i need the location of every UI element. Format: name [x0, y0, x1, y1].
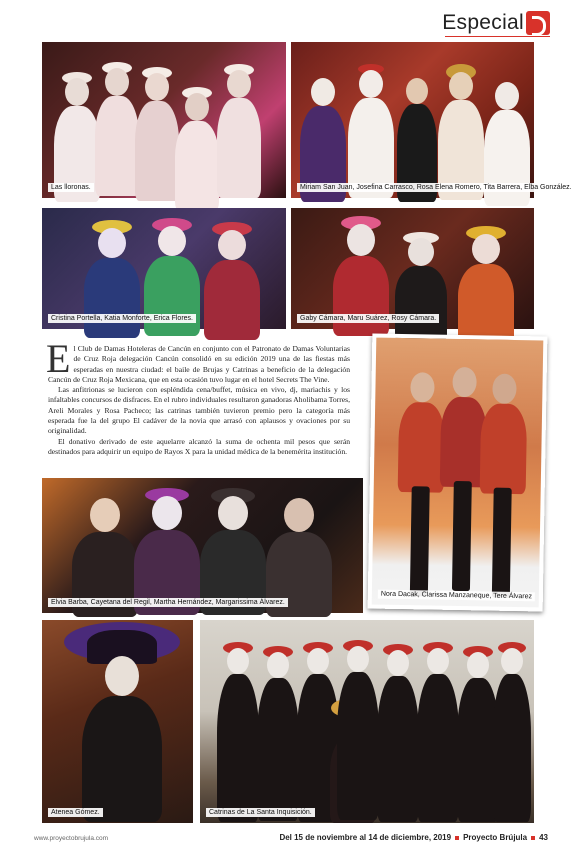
photo-group-catrinas-4	[42, 478, 363, 613]
dropcap: E	[46, 336, 71, 381]
section-title: Especial	[442, 11, 524, 34]
photo-caption: Cristina Portella, Katia Monforte, Erica Flores.	[48, 314, 196, 323]
footer-url: www.proyectobrujula.com	[34, 835, 109, 842]
footer-folio	[279, 833, 548, 842]
photo-caption: Las lloronas.	[48, 183, 94, 192]
photo-atenea-gomez	[42, 620, 193, 823]
article-paragraph: Las anfitrionas se lucieron con espléndida cena/buffet, música en vivo, dj, mariachis y los infaltables concursos de disfraces. En el rubro individuales resultaron ganadoras Aholibama Torres, Areli Morales y Rosa Pacheco; las catrinas también tuvieron premio pero la categoría más esperada fue la del grupo El cadáver de la novia que arrasó con aplausos y ovaciones por su originalidad.	[48, 385, 350, 436]
photo-nora-clarissa-tere	[368, 333, 548, 611]
photo-las-lloronas	[42, 42, 286, 198]
article-paragraph: l Club de Damas Hoteleras de Cancún en conjunto con el Patronato de Damas Voluntarias de Cruz Roja delegación Cancún consolidó en su edición 2019 una de las fiestas más esperadas en nuestra ciudad: el baile de Brujas y Catrinas a beneficio de la delegación Cancún de Cruz Roja Mexicana, que en esta ocasión tuvo lugar en el hotel Secrets The Vine.	[48, 344, 350, 384]
magazine-logo-icon	[526, 11, 550, 35]
photo-group-catrinas-1	[291, 42, 572, 198]
photo-caption: Catrinas de La Santa Inquisición.	[206, 808, 315, 817]
footer-separator-icon	[455, 836, 459, 840]
footer-magazine: Proyecto Brújula	[463, 833, 528, 842]
article-paragraph: El donativo derivado de este aquelarre alcanzó la suma de ochenta mil pesos que serán destinados para adquirir un equipo de Rayos X para la unidad médica de la benemérita institución.	[48, 436, 350, 456]
photo-group-catrinas-3	[291, 208, 534, 329]
photo-caption: Atenea Gómez.	[48, 808, 103, 817]
photo-group-catrinas-2	[42, 208, 286, 329]
header-rule	[445, 36, 550, 37]
photo-caption: Nora Dacak, Clarissa Manzaneque, Tere Álvarez	[378, 590, 535, 602]
photo-caption: Miriam San Juan, Josefina Carrasco, Rosa Elena Romero, Tita Barrera, Elba González.	[297, 183, 575, 192]
footer-dates: Del 15 de noviembre al 14 de diciembre, 2019	[279, 833, 452, 842]
article-body	[46, 336, 350, 457]
section-header	[442, 8, 550, 38]
photo-santa-inquisicion	[200, 620, 534, 823]
photo-caption: Gaby Cámara, Maru Suárez, Rosy Cámara.	[297, 314, 439, 323]
page-number: 43	[539, 833, 548, 842]
photo-caption: Elvia Barba, Cayetana del Regil, Martha Hernández, Margarissima Álvarez.	[48, 598, 288, 607]
footer-separator-icon	[531, 836, 535, 840]
